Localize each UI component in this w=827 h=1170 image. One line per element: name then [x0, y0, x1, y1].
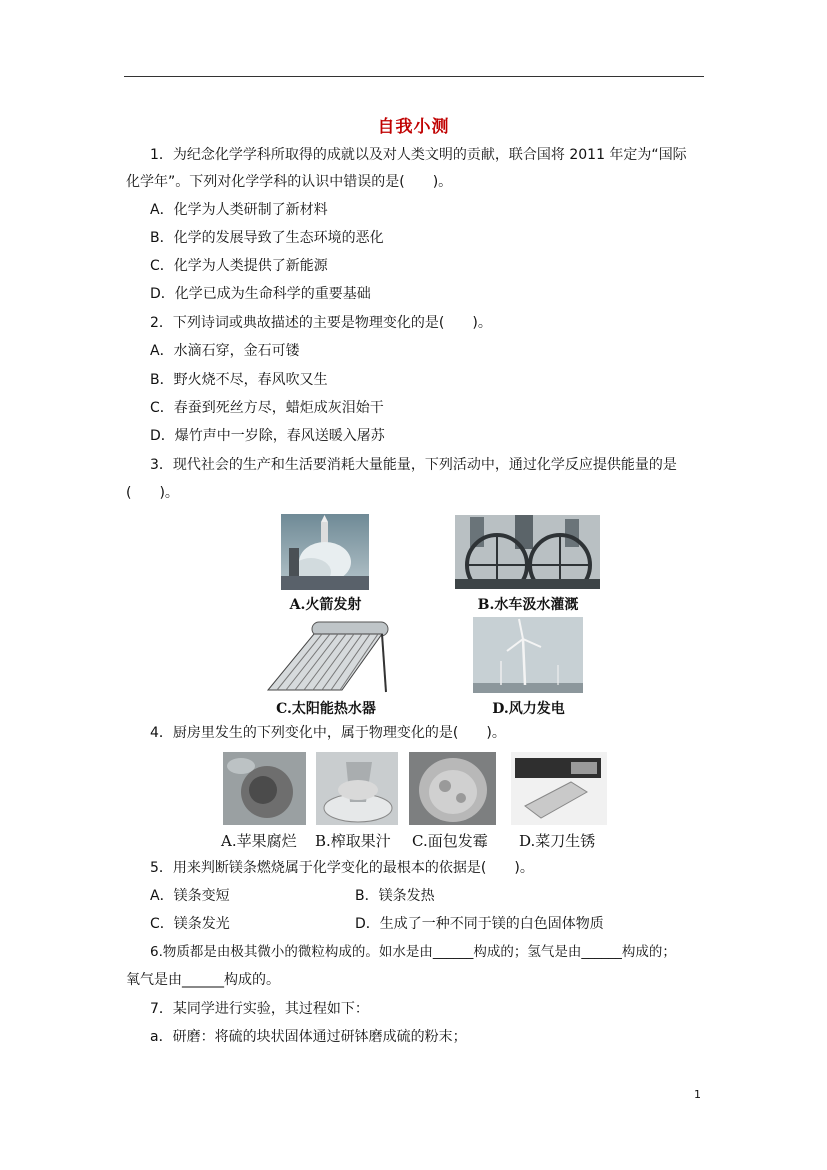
- rotten-apple-image: [223, 752, 306, 825]
- q5-stem: 5．用来判断镁条燃烧属于化学变化的最根本的依据是( )。: [150, 860, 534, 876]
- q4-stem: 4．厨房里发生的下列变化中，属于物理变化的是( )。: [150, 725, 506, 741]
- wind-turbine-image: [473, 617, 583, 693]
- page-title: 自我小测: [377, 117, 450, 137]
- q5-option-b: B．镁条发热: [355, 888, 435, 904]
- solar-water-heater-image: [262, 618, 390, 694]
- q2-option-d: D．爆竹声中一岁除，春风送暖入屠苏: [150, 428, 385, 444]
- q1-option-d: D．化学已成为生命科学的重要基础: [150, 286, 371, 302]
- q2-option-c: C．春蚕到死丝方尽，蜡炬成灰泪始干: [150, 400, 384, 416]
- juicer-image: [316, 752, 398, 825]
- q2-option-b: B．野火烧不尽，春风吹又生: [150, 372, 328, 388]
- header-rule: [124, 76, 704, 77]
- q6-line1: 6.物质都是由极其微小的微粒构成的。如水是由______构成的；氢气是由______构成的；: [150, 944, 676, 960]
- q6-line2: 氧气是由______构成的。: [126, 972, 280, 988]
- q1-option-b: B．化学的发展导致了生态环境的恶化: [150, 230, 384, 246]
- q1-stem-line1: 1．为纪念化学学科所取得的成就以及对人类文明的贡献，联合国将 2011 年定为“国际: [150, 147, 687, 163]
- rocket-launch-image: [281, 514, 369, 590]
- q1-stem-line2: 化学年”。下列对化学学科的认识中错误的是( )。: [126, 174, 453, 190]
- q2-stem: 2．下列诗词或典故描述的主要是物理变化的是( )。: [150, 315, 492, 331]
- q1-option-c: C．化学为人类提供了新能源: [150, 258, 328, 274]
- q1-option-a: A．化学为人类研制了新材料: [150, 202, 328, 218]
- page-number: 1: [694, 1088, 701, 1101]
- moldy-bread-image: [409, 752, 496, 825]
- q2-option-a: A．水滴石穿，金石可镂: [150, 343, 300, 359]
- q4-caption-b: B.榨取果汁: [315, 832, 391, 850]
- q4-caption-a: A.苹果腐烂: [221, 832, 297, 850]
- rusty-knife-image: [511, 752, 607, 825]
- q4-caption-d: D.菜刀生锈: [519, 832, 596, 850]
- q3-caption-d: D.风力发电: [492, 701, 565, 717]
- q3-caption-c: C.太阳能热水器: [276, 701, 376, 717]
- q3-caption-a: A.火箭发射: [289, 597, 362, 613]
- q3-caption-b: B.水车汲水灌溉: [477, 597, 579, 613]
- q3-stem-line1: 3．现代社会的生产和生活要消耗大量能量，下列活动中，通过化学反应提供能量的是: [150, 457, 677, 473]
- q7-step-a: a．研磨：将硫的块状固体通过研钵磨成硫的粉末；: [150, 1029, 467, 1045]
- q3-stem-line2: ( )。: [126, 485, 179, 501]
- q5-option-c: C．镁条发光: [150, 916, 230, 932]
- q4-caption-c: C.面包发霉: [412, 832, 488, 850]
- q5-option-d: D．生成了一种不同于镁的白色固体物质: [355, 916, 604, 932]
- q7-stem: 7．某同学进行实验，其过程如下：: [150, 1001, 369, 1017]
- water-wheel-image: [455, 515, 600, 589]
- q5-option-a: A．镁条变短: [150, 888, 230, 904]
